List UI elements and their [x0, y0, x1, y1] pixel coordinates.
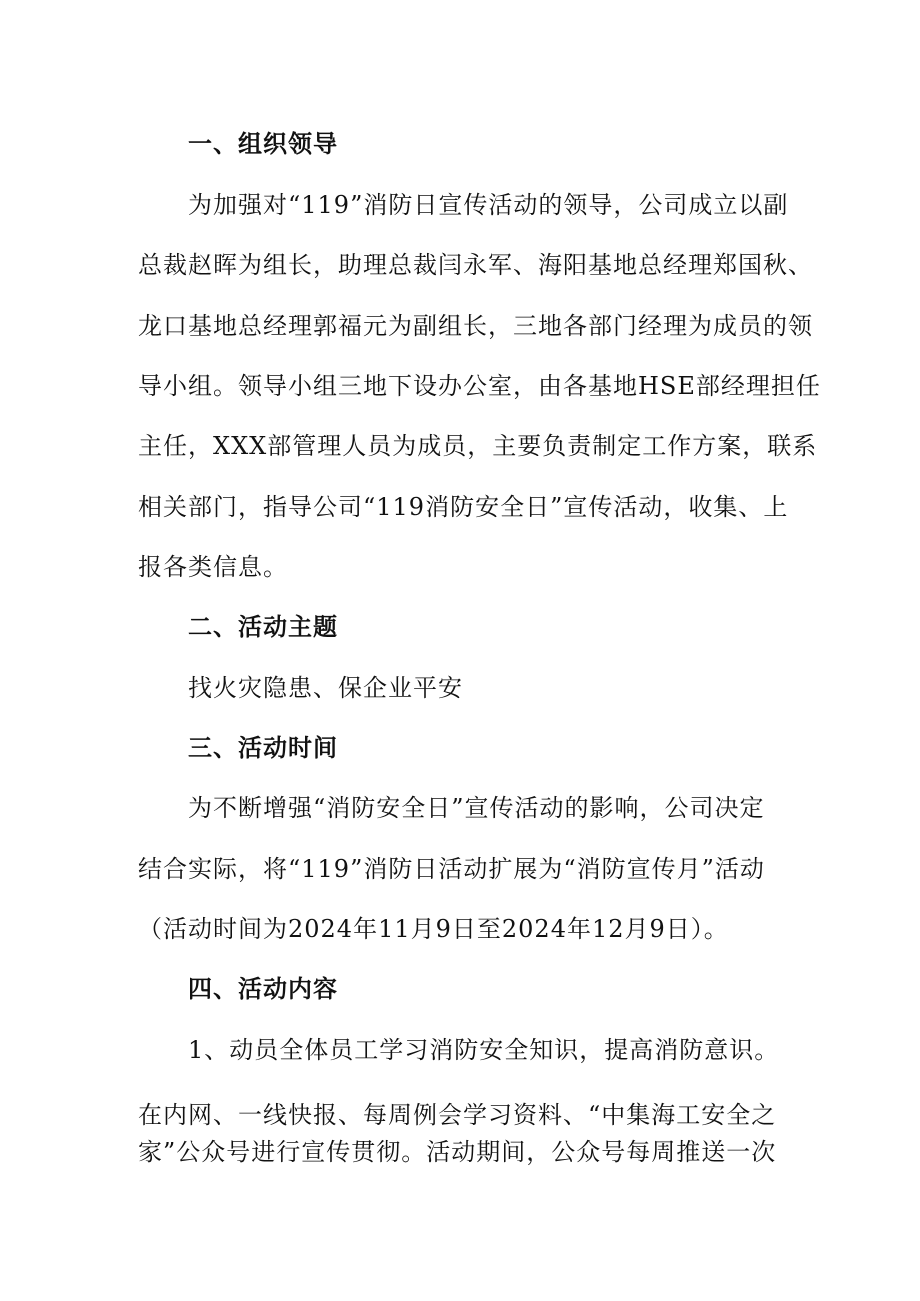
paragraph-line: 主任，XXX部管理人员为成员，主要负责制定工作方案，联系 — [138, 432, 818, 460]
paragraph-line: 相关部门，指导公司“119消防安全日”宣传活动，收集、上 — [138, 493, 789, 521]
paragraph-line: 在内网、一线快报、每周例会学习资料、“中集海工安全之 — [138, 1101, 777, 1129]
paragraph-line: 为加强对“119”消防日宣传活动的领导，公司成立以副 — [188, 191, 789, 219]
section-heading-theme: 二、活动主题 — [188, 612, 338, 641]
section-heading-organization: 一、组织领导 — [188, 129, 338, 158]
paragraph-line: 总裁赵晖为组长，助理总裁闫永军、海阳基地总经理郑国秋、 — [138, 251, 813, 279]
theme-text: 找火灾隐患、保企业平安 — [188, 674, 463, 702]
paragraph-line: 导小组。领导小组三地下设办公室，由各基地HSE部经理担任 — [138, 372, 821, 400]
section-heading-content: 四、活动内容 — [188, 974, 338, 1003]
paragraph-line: 家”公众号进行宣传贯彻。活动期间，公众号每周推送一次 — [138, 1138, 777, 1166]
section-heading-time: 三、活动时间 — [188, 733, 338, 762]
paragraph-line: 为不断增强“消防安全日”宣传活动的影响，公司决定 — [188, 794, 765, 822]
paragraph-line: （活动时间为2024年11月9日至2024年12月9日）。 — [138, 915, 729, 943]
paragraph-line: 结合实际，将“119”消防日活动扩展为“消防宣传月”活动 — [138, 855, 765, 883]
paragraph-line: 龙口基地总经理郭福元为副组长，三地各部门经理为成员的领 — [138, 312, 813, 340]
paragraph-line: 报各类信息。 — [138, 553, 288, 581]
content-item-1: 1、动员全体员工学习消防安全知识，提高消防意识。 — [188, 1036, 780, 1064]
